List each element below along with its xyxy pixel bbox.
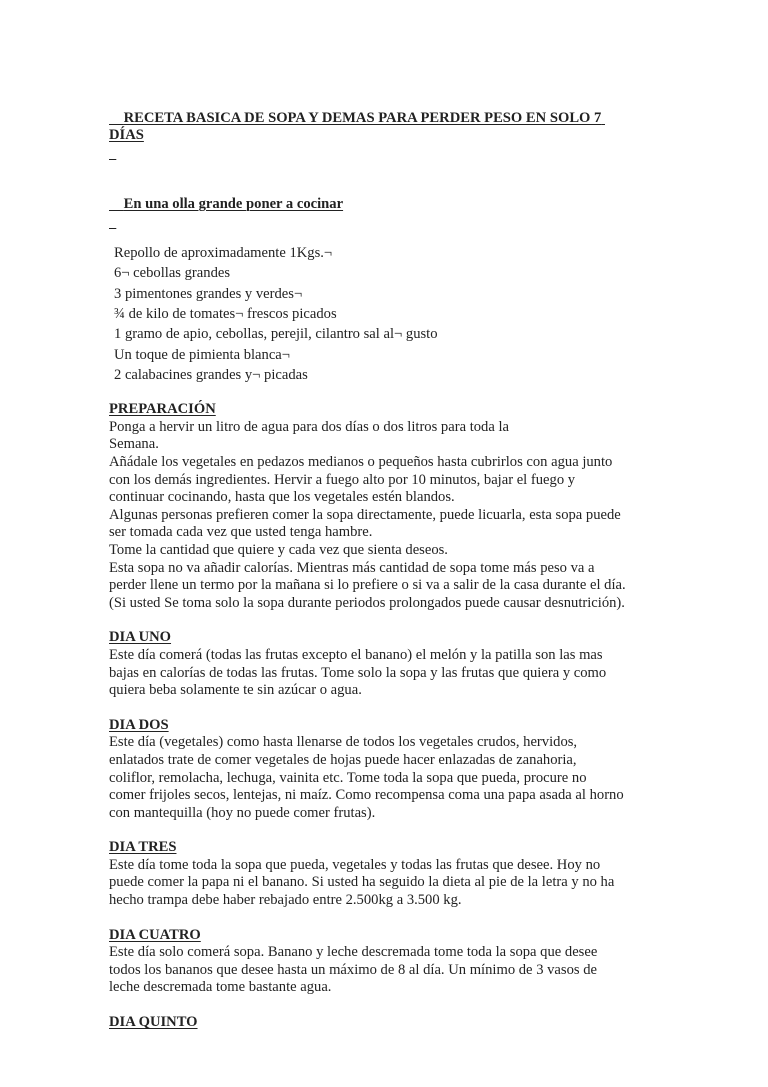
ingredient-item: 3 pimentones grandes y verdes¬ xyxy=(114,285,303,302)
paragraph-line: ser tomada cada vez que usted tenga hambre. xyxy=(109,524,373,541)
paragraph-line: todos los bananos que desee hasta un máximo de 8 al día. Un mínimo de 3 vasos de xyxy=(109,961,597,978)
section-heading: DIA TRES xyxy=(109,839,177,856)
paragraph-line: (Si usted Se toma solo la sopa durante periodos prolongados puede causar desnutrición). xyxy=(109,594,625,611)
paragraph-line: hecho trampa debe haber rebajado entre 2.500kg a 3.500 kg. xyxy=(109,892,462,909)
section-dia-cuatro xyxy=(109,927,669,997)
section-dia-tres xyxy=(109,839,669,909)
paragraph-line: enlatados trate de comer vegetales de hojas puede hacer enlazadas de zanahoria, xyxy=(109,751,577,768)
paragraph-line: comer frijoles secos, lentejas, ni maíz. Como recompensa coma una papa asada al horno xyxy=(109,787,624,804)
paragraph-line: perder llene un termo por la mañana si lo prefiere o si va a salir de la casa durante el día. xyxy=(109,577,626,594)
paragraph-line: Algunas personas prefieren comer la sopa directamente, puede licuarla, esta sopa puede xyxy=(109,506,621,523)
section-heading: DIA DOS xyxy=(109,716,169,733)
section-heading: DIA QUINTO xyxy=(109,1014,198,1031)
intro-heading xyxy=(109,178,669,231)
document-page xyxy=(109,92,669,1032)
paragraph-line: puede comer la papa ni el banano. Si usted ha seguido la dieta al pie de la letra y no ha xyxy=(109,874,615,891)
paragraph-line: leche descremada tome bastante agua. xyxy=(109,979,332,996)
paragraph-line: Este día comerá (todas las frutas excepto el banano) el melón y la patilla son las mas xyxy=(109,646,603,663)
section-heading: PREPARACIÓN xyxy=(109,401,216,418)
section-dia-uno xyxy=(109,629,669,699)
paragraph-line: Este día solo comerá sopa. Banano y leche descremada tome toda la sopa que desee xyxy=(109,944,598,961)
paragraph-line: Esta sopa no va añadir calorías. Mientras más cantidad de sopa tome más peso va a xyxy=(109,559,595,576)
paragraph-line: Este día tome toda la sopa que pueda, vegetales y todas las frutas que desee. Hoy no xyxy=(109,856,601,873)
paragraph-line: Añádale los vegetales en pedazos medianos o pequeños hasta cubrirlos con agua junto xyxy=(109,454,613,471)
paragraph-line: Tome la cantidad que quiere y cada vez que sienta deseos. xyxy=(109,541,448,558)
ingredient-list xyxy=(109,243,669,385)
paragraph-line: Semana. xyxy=(109,436,159,453)
section-dia-dos xyxy=(109,717,669,823)
paragraph-line: Este día (vegetales) como hasta llenarse de todos los vegetales crudos, hervidos, xyxy=(109,734,578,751)
paragraph-line: Ponga a hervir un litro de agua para dos días o dos litros para toda la xyxy=(109,418,510,435)
paragraph-line: quiera beba solamente te sin azúcar o agua. xyxy=(109,682,362,699)
ingredient-item: 6¬ cebollas grandes xyxy=(114,265,231,282)
section-preparacion xyxy=(109,401,669,612)
paragraph-line: coliflor, remolacha, lechuga, vainita etc. Tome toda la sopa que pueda, procure no xyxy=(109,769,587,786)
intro-heading-text: En una olla grande poner a cocinar xyxy=(123,195,344,212)
document-title xyxy=(109,92,639,162)
section-heading: DIA CUATRO xyxy=(109,926,201,943)
ingredient-item: 1 gramo de apio, cebollas, perejil, cilantro sal al¬ gusto xyxy=(114,326,438,343)
section-heading: DIA UNO xyxy=(109,629,172,646)
ingredient-item: ¾ de kilo de tomates¬ frescos picados xyxy=(114,306,337,323)
ingredient-item: 2 calabacines grandes y¬ picadas xyxy=(114,366,308,383)
paragraph-line: con los demás ingredientes. Hervir a fuego alto por 10 minutos, bajar el fuego y xyxy=(109,471,576,488)
document-title-text: RECETA BASICA DE SOPA Y DEMAS PARA PERDER PESO EN SOLO 7 DÍAS xyxy=(109,109,605,144)
ingredient-item: Repollo de aproximadamente 1Kgs.¬ xyxy=(114,245,333,262)
paragraph-line: con mantequilla (hoy no puede comer frutas). xyxy=(109,804,376,821)
paragraph-line: continuar cocinando, hasta que los vegetales estén blandos. xyxy=(109,489,455,506)
section-dia-quinto xyxy=(109,1014,669,1032)
paragraph-line: bajas en calorías de todas las frutas. Tome solo la sopa y las frutas que quiera y como xyxy=(109,664,607,681)
ingredient-item: Un toque de pimienta blanca¬ xyxy=(114,346,291,363)
